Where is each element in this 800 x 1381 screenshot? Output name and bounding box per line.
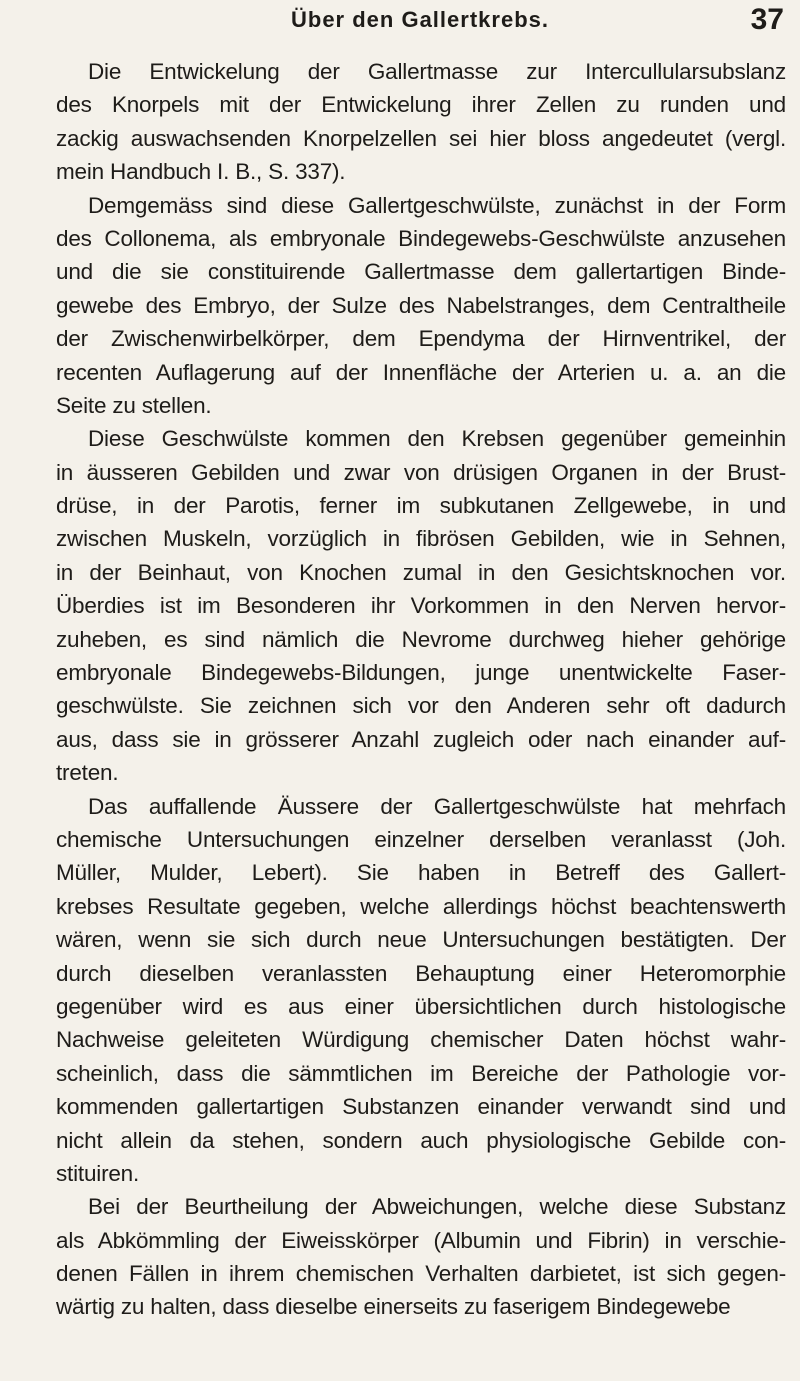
- text-line: wären, wenn sie sich durch neue Untersuchungen bestätigten. Der: [56, 927, 786, 953]
- text-line: recenten Auflagerung auf der Innenfläche der Arterien u. a. an die: [56, 359, 786, 385]
- paragraph: [56, 1190, 786, 1324]
- text-line: Bei der Beurtheilung der Abweichungen, welche diese Substanz: [88, 1194, 786, 1220]
- text-line: als Abkömmling der Eiweisskörper (Albumin und Fibrin) in verschie-: [56, 1227, 786, 1253]
- text-line: des Knorpels mit der Entwickelung ihrer Zellen zu runden und: [56, 92, 786, 118]
- text-line: und die sie constituirende Gallertmasse dem gallertartigen Binde-: [56, 259, 786, 285]
- text-line: aus, dass sie in grösserer Anzahl zugleich oder nach einander auf-: [56, 726, 786, 752]
- text-line: denen Fällen in ihrem chemischen Verhalten darbietet, ist sich gegen-: [56, 1261, 786, 1287]
- text-line: Nachweise geleiteten Würdigung chemischer Daten höchst wahr-: [56, 1027, 786, 1053]
- text-line: gewebe des Embryo, der Sulze des Nabelstranges, dem Centraltheile: [56, 292, 786, 318]
- paragraph: [56, 422, 786, 789]
- text-line: scheinlich, dass die sämmtlichen im Bereiche der Pathologie vor-: [56, 1060, 786, 1086]
- text-line: Diese Geschwülste kommen den Krebsen gegenüber gemeinhin: [88, 426, 786, 452]
- running-head: [56, 3, 784, 43]
- text-line: des Collonema, als embryonale Bindegewebs-Geschwülste anzusehen: [56, 225, 786, 251]
- text-line: der Zwischenwirbelkörper, dem Ependyma der Hirnventrikel, der: [56, 326, 786, 352]
- paragraph: [56, 189, 786, 423]
- text-line: Demgemäss sind diese Gallertgeschwülste, zunächst in der Form: [88, 192, 786, 218]
- page-number: 37: [750, 3, 784, 36]
- text-line: geschwülste. Sie zeichnen sich vor den Anderen sehr oft dadurch: [56, 693, 786, 719]
- text-line: in der Beinhaut, von Knochen zumal in den Gesichtsknochen vor.: [56, 559, 786, 585]
- paragraph: [56, 790, 786, 1191]
- text-line: Das auffallende Äussere der Gallertgeschwülste hat mehrfach: [88, 793, 786, 819]
- running-title: Über den Gallertkrebs.: [291, 7, 549, 32]
- text-line: zwischen Muskeln, vorzüglich in fibrösen Gebilden, wie in Sehnen,: [56, 526, 786, 552]
- text-line: mein Handbuch I. B., S. 337).: [56, 159, 346, 185]
- text-line: nicht allein da stehen, sondern auch physiologische Gebilde con-: [56, 1127, 786, 1153]
- text-line: durch dieselben veranlassten Behauptung einer Heteromorphie: [56, 960, 786, 986]
- text-line: in äusseren Gebilden und zwar von drüsigen Organen in der Brust-: [56, 459, 786, 485]
- text-line: embryonale Bindegewebs-Bildungen, junge unentwickelte Faser-: [56, 660, 786, 686]
- paragraph: [56, 55, 786, 189]
- text-line: zuheben, es sind nämlich die Nevrome durchweg hieher gehörige: [56, 626, 786, 652]
- text-line: Müller, Mulder, Lebert). Sie haben in Betreff des Gallert-: [56, 860, 786, 886]
- text-line: zackig auswachsenden Knorpelzellen sei hier bloss angedeutet (vergl.: [56, 125, 786, 151]
- text-line: stituiren.: [56, 1160, 140, 1186]
- body-text: [56, 55, 786, 1324]
- text-line: Seite zu stellen.: [56, 392, 212, 418]
- text-line: wärtig zu halten, dass dieselbe einerseits zu faserigem Bindegewebe: [56, 1294, 731, 1320]
- text-line: krebses Resultate gegeben, welche allerdings höchst beachtenswerth: [56, 893, 786, 919]
- text-line: Überdies ist im Besonderen ihr Vorkommen in den Nerven hervor-: [56, 593, 786, 619]
- text-line: gegenüber wird es aus einer übersichtlichen durch histologische: [56, 993, 786, 1019]
- text-line: kommenden gallertartigen Substanzen einander verwandt sind und: [56, 1094, 786, 1120]
- text-line: chemische Untersuchungen einzelner derselben veranlasst (Joh.: [56, 826, 786, 852]
- text-line: treten.: [56, 760, 119, 786]
- text-line: Die Entwickelung der Gallertmasse zur Intercullularsubslanz: [88, 59, 786, 84]
- text-line: drüse, in der Parotis, ferner im subkutanen Zellgewebe, in und: [56, 493, 786, 519]
